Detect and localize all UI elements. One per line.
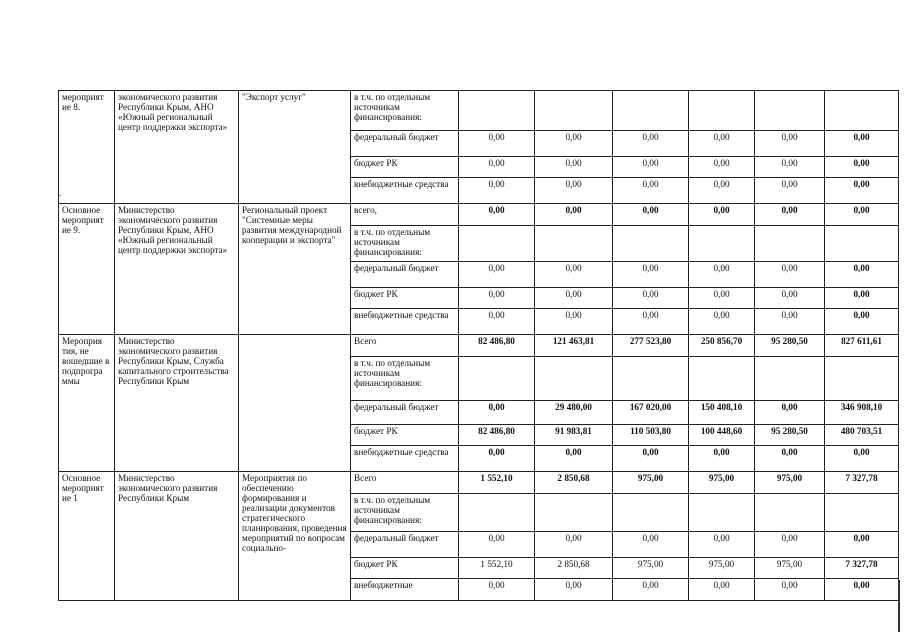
- event-cell: Мероприя тия, не вошедшие в подпрогра ммы: [59, 335, 115, 472]
- value-cell: 0,00: [755, 579, 825, 601]
- value-cell: [459, 494, 535, 532]
- value-cell: 0,00: [535, 131, 613, 157]
- funding-source-label: в т.ч. по отдельным источникам финансирования:: [351, 494, 459, 532]
- value-cell: 0,00: [459, 178, 535, 204]
- value-cell: 0,00: [689, 579, 755, 601]
- value-cell: 95 280,50: [755, 335, 825, 357]
- value-cell: [755, 494, 825, 532]
- value-cell: 0,00: [825, 157, 899, 178]
- value-cell: 167 020,00: [613, 401, 689, 425]
- funding-source-label: Всего: [351, 472, 459, 494]
- value-cell: 0,00: [613, 288, 689, 309]
- value-cell: 0,00: [689, 157, 755, 178]
- value-cell: 480 703,51: [825, 425, 899, 446]
- value-cell: 82 486,80: [459, 335, 535, 357]
- value-cell: 95 280,50: [755, 425, 825, 446]
- value-cell: 0,00: [459, 532, 535, 558]
- value-cell: [459, 91, 535, 131]
- project-cell: "Экспорт услуг": [239, 91, 351, 204]
- value-cell: 121 463,81: [535, 335, 613, 357]
- value-cell: 975,00: [755, 472, 825, 494]
- value-cell: 0,00: [825, 262, 899, 288]
- value-cell: 0,00: [459, 288, 535, 309]
- value-cell: [535, 226, 613, 262]
- value-cell: [755, 91, 825, 131]
- value-cell: [535, 357, 613, 401]
- value-cell: 0,00: [755, 157, 825, 178]
- value-cell: 0,00: [689, 309, 755, 335]
- value-cell: [613, 357, 689, 401]
- value-cell: 975,00: [613, 472, 689, 494]
- value-cell: 0,00: [755, 178, 825, 204]
- value-cell: 975,00: [755, 558, 825, 579]
- funding-source-label: внебюджетные средства: [351, 309, 459, 335]
- value-cell: [689, 226, 755, 262]
- executor-cell: Министерство экономического развития Республики Крым: [115, 472, 239, 601]
- value-cell: [825, 226, 899, 262]
- value-cell: 0,00: [825, 579, 899, 601]
- value-cell: [689, 494, 755, 532]
- funding-source-label: бюджет РК: [351, 558, 459, 579]
- value-cell: 0,00: [613, 446, 689, 472]
- funding-source-label: федеральный бюджет: [351, 262, 459, 288]
- value-cell: 0,00: [755, 446, 825, 472]
- funding-source-label: бюджет РК: [351, 288, 459, 309]
- value-cell: 0,00: [689, 262, 755, 288]
- value-cell: 0,00: [535, 157, 613, 178]
- funding-source-label: внебюджетные средства: [351, 178, 459, 204]
- table-row: [59, 335, 899, 357]
- value-cell: 0,00: [459, 446, 535, 472]
- executor-cell: экономического развития Республики Крым, АНО «Южный региональный центр поддержки экспорта»: [115, 91, 239, 204]
- project-cell: Мероприятия по обеспечению формирования и реализации документов стратегического планирования, проведения мероприятий по вопросам социально-: [239, 472, 351, 601]
- value-cell: 975,00: [689, 472, 755, 494]
- value-cell: 110 503,80: [613, 425, 689, 446]
- value-cell: 0,00: [535, 178, 613, 204]
- value-cell: 2 850,68: [535, 472, 613, 494]
- page-edge-line: [898, 580, 900, 632]
- value-cell: 975,00: [613, 558, 689, 579]
- funding-source-label: внебюджетные: [351, 579, 459, 601]
- value-cell: 0,00: [825, 532, 899, 558]
- value-cell: 0,00: [613, 157, 689, 178]
- value-cell: [613, 494, 689, 532]
- value-cell: 346 908,10: [825, 401, 899, 425]
- executor-cell: Министерство экономического развития Республики Крым, Служба капитального строительства Республики Крым: [115, 335, 239, 472]
- value-cell: 0,00: [459, 204, 535, 226]
- event-cell: Основное мероприят ие 1: [59, 472, 115, 601]
- value-cell: [535, 494, 613, 532]
- value-cell: [459, 357, 535, 401]
- value-cell: 0,00: [825, 309, 899, 335]
- value-cell: 0,00: [459, 309, 535, 335]
- value-cell: 0,00: [535, 262, 613, 288]
- funding-source-label: федеральный бюджет: [351, 131, 459, 157]
- project-cell: Региональный проект "Системные меры развития международной кооперации и экспорта": [239, 204, 351, 335]
- value-cell: 0,00: [535, 204, 613, 226]
- value-cell: 277 523,80: [613, 335, 689, 357]
- value-cell: [825, 91, 899, 131]
- value-cell: 827 611,61: [825, 335, 899, 357]
- value-cell: 0,00: [755, 204, 825, 226]
- funding-source-label: всего,: [351, 204, 459, 226]
- value-cell: 0,00: [459, 579, 535, 601]
- value-cell: 7 327,78: [825, 472, 899, 494]
- value-cell: 0,00: [689, 204, 755, 226]
- value-cell: 0,00: [755, 401, 825, 425]
- scan-mark: .: [59, 188, 62, 198]
- value-cell: 1 552,10: [459, 558, 535, 579]
- value-cell: 0,00: [689, 178, 755, 204]
- value-cell: 0,00: [689, 131, 755, 157]
- value-cell: 82 486,80: [459, 425, 535, 446]
- value-cell: 0,00: [613, 309, 689, 335]
- value-cell: 0,00: [689, 532, 755, 558]
- value-cell: 0,00: [825, 131, 899, 157]
- table-row: [59, 204, 899, 226]
- value-cell: 0,00: [459, 131, 535, 157]
- value-cell: 7 327,78: [825, 558, 899, 579]
- value-cell: 0,00: [459, 262, 535, 288]
- value-cell: 0,00: [825, 204, 899, 226]
- value-cell: [459, 226, 535, 262]
- value-cell: 100 448,60: [689, 425, 755, 446]
- funding-source-label: федеральный бюджет: [351, 532, 459, 558]
- value-cell: 0,00: [755, 262, 825, 288]
- value-cell: [613, 226, 689, 262]
- project-cell: [239, 335, 351, 472]
- table-row: [59, 91, 899, 131]
- funding-source-label: Всего: [351, 335, 459, 357]
- value-cell: 0,00: [825, 178, 899, 204]
- value-cell: 0,00: [825, 288, 899, 309]
- value-cell: 150 408,10: [689, 401, 755, 425]
- value-cell: 0,00: [755, 532, 825, 558]
- value-cell: 0,00: [755, 131, 825, 157]
- funding-source-label: внебюджетные средства: [351, 446, 459, 472]
- value-cell: 0,00: [755, 288, 825, 309]
- executor-cell: Министерство экономического развития Республики Крым, АНО «Южный региональный центр поддержки экспорта»: [115, 204, 239, 335]
- value-cell: 0,00: [535, 579, 613, 601]
- value-cell: 0,00: [535, 532, 613, 558]
- funding-source-label: бюджет РК: [351, 157, 459, 178]
- value-cell: 0,00: [613, 579, 689, 601]
- value-cell: [535, 91, 613, 131]
- value-cell: 2 850,68: [535, 558, 613, 579]
- value-cell: 250 856,70: [689, 335, 755, 357]
- event-cell: мероприят ие 8.: [59, 91, 115, 204]
- value-cell: 0,00: [613, 262, 689, 288]
- value-cell: [613, 91, 689, 131]
- funding-source-label: в т.ч. по отдельным источникам финансирования:: [351, 226, 459, 262]
- value-cell: 0,00: [459, 401, 535, 425]
- value-cell: 0,00: [459, 157, 535, 178]
- value-cell: [689, 357, 755, 401]
- value-cell: [825, 357, 899, 401]
- value-cell: [755, 226, 825, 262]
- table-body: [59, 91, 899, 601]
- funding-source-label: бюджет РК: [351, 425, 459, 446]
- value-cell: 91 983,81: [535, 425, 613, 446]
- value-cell: 0,00: [535, 309, 613, 335]
- value-cell: [689, 91, 755, 131]
- value-cell: 1 552,10: [459, 472, 535, 494]
- funding-source-label: в т.ч. по отдельным источникам финансирования:: [351, 357, 459, 401]
- funding-source-label: в т.ч. по отдельным источникам финансирования:: [351, 91, 459, 131]
- value-cell: [755, 357, 825, 401]
- value-cell: 0,00: [535, 288, 613, 309]
- value-cell: 0,00: [535, 446, 613, 472]
- value-cell: 0,00: [613, 532, 689, 558]
- value-cell: [825, 494, 899, 532]
- value-cell: 0,00: [825, 446, 899, 472]
- value-cell: 0,00: [613, 131, 689, 157]
- value-cell: 0,00: [755, 309, 825, 335]
- event-cell: Основное мероприят ие 9.: [59, 204, 115, 335]
- value-cell: 0,00: [689, 288, 755, 309]
- table-row: [59, 472, 899, 494]
- value-cell: 0,00: [613, 204, 689, 226]
- value-cell: 0,00: [613, 178, 689, 204]
- funding-source-label: федеральный бюджет: [351, 401, 459, 425]
- value-cell: 975,00: [689, 558, 755, 579]
- value-cell: 29 480,00: [535, 401, 613, 425]
- value-cell: 0,00: [689, 446, 755, 472]
- budget-table: [58, 90, 899, 601]
